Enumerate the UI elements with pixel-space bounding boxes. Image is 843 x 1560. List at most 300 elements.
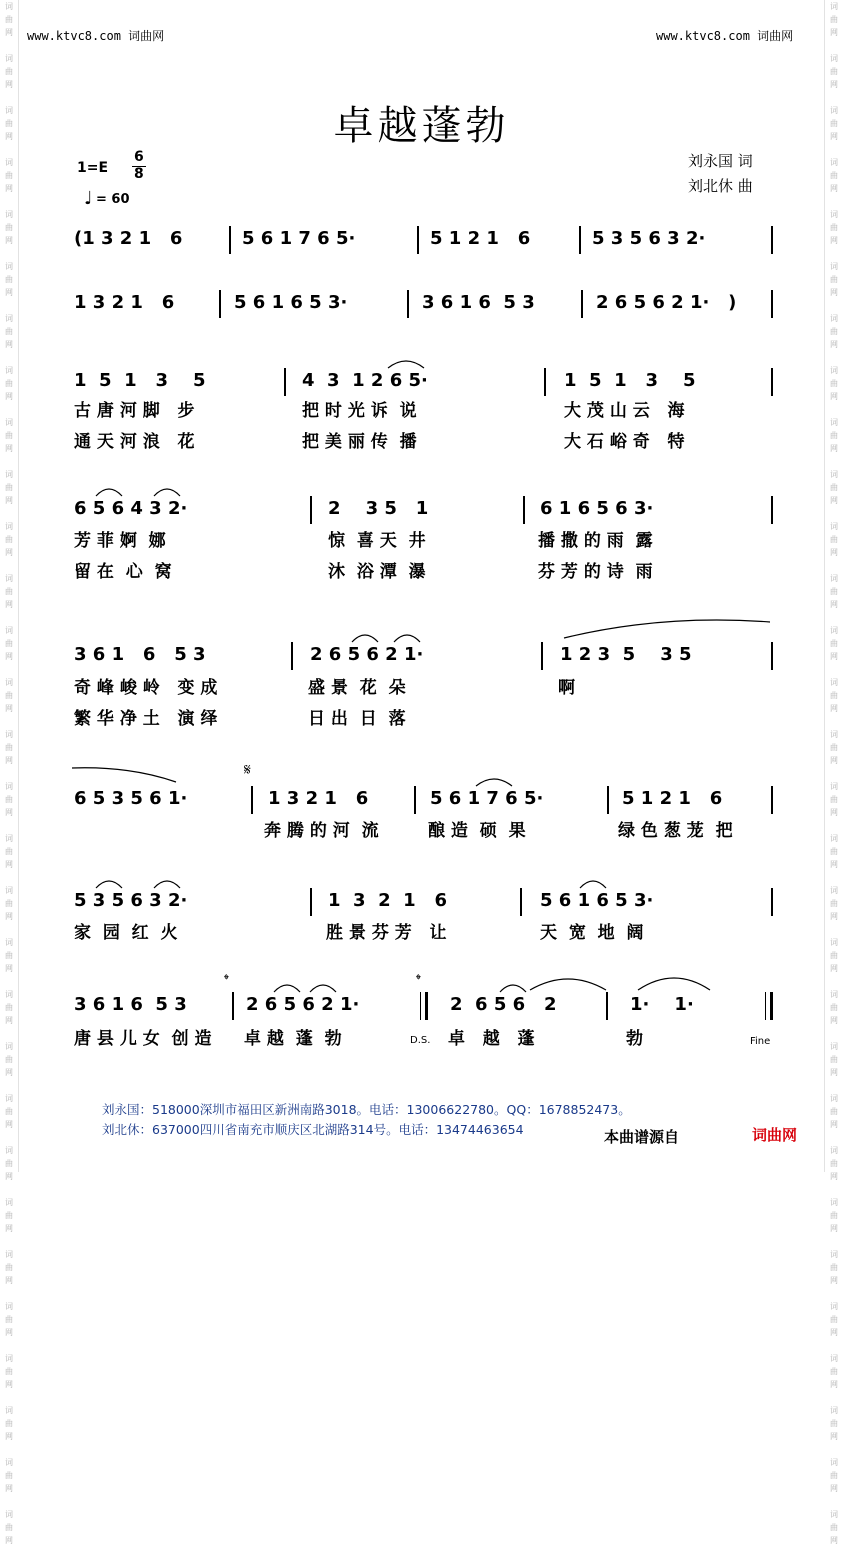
side-watermark-gap [2, 1287, 16, 1300]
time-signature-bottom: 8 [134, 166, 144, 182]
lyric-line: 卓 越 蓬 [448, 1029, 535, 1049]
side-watermark-gap [827, 195, 841, 208]
side-watermark-gap [827, 455, 841, 468]
lyric-line: 日 出 日 落 [308, 709, 406, 729]
side-watermark-gap [2, 663, 16, 676]
side-watermark-glyph: 词 [5, 54, 13, 63]
side-watermark-gap [2, 975, 16, 988]
lyric-line: 把 时 光 诉 说 [302, 401, 417, 421]
side-watermark-glyph: 曲 [5, 1471, 13, 1480]
side-watermark-glyph: 曲 [830, 899, 838, 908]
measure-notes: 5 3 5 6 3 2· [74, 890, 188, 911]
side-watermark-gap [2, 195, 16, 208]
side-watermark-glyph: 曲 [830, 951, 838, 960]
score-line-6 [74, 784, 774, 816]
side-watermark-glyph: 词 [5, 782, 13, 791]
measure-notes: 2 6 5 6 2 1· [246, 994, 360, 1015]
measure-notes: 4 3 1 2 6 5· [302, 370, 428, 391]
measure-notes: 1 3 2 1 6 [328, 890, 448, 911]
slur [498, 980, 528, 994]
side-watermark-gap [827, 559, 841, 572]
side-watermark-gap [827, 663, 841, 676]
side-watermark-gap [2, 455, 16, 468]
bar-line [414, 786, 416, 814]
side-watermark-glyph: 网 [5, 912, 13, 921]
measure-notes: 1 3 2 1 6 [268, 788, 369, 809]
watermark-url: www.ktvc8.com [656, 29, 750, 43]
side-watermark-gap [2, 299, 16, 312]
side-watermark-glyph: 词 [5, 158, 13, 167]
side-watermark-glyph: 词 [5, 1042, 13, 1051]
side-watermark-glyph: 词 [830, 834, 838, 843]
side-watermark-gap [827, 1495, 841, 1508]
side-watermark-glyph: 词 [5, 418, 13, 427]
phrase-slur [70, 764, 180, 784]
side-watermark-glyph: 曲 [5, 119, 13, 128]
watermark-url: www.ktvc8.com [27, 29, 121, 43]
side-watermark-glyph: 曲 [5, 1055, 13, 1064]
side-watermark-glyph: 词 [830, 782, 838, 791]
bar-line [771, 290, 773, 318]
side-watermark-glyph: 词 [5, 262, 13, 271]
side-watermark-glyph: 曲 [830, 171, 838, 180]
side-watermark-glyph: 曲 [830, 639, 838, 648]
side-watermark-glyph: 词 [830, 626, 838, 635]
side-watermark-gap [827, 1391, 841, 1404]
side-watermark-glyph: 曲 [830, 1471, 838, 1480]
measure-notes: 5 1 2 1 6 [622, 788, 723, 809]
side-watermark-glyph: 词 [5, 366, 13, 375]
lyricist-credit: 刘永国 词 [688, 152, 753, 170]
side-watermark-gap [2, 923, 16, 936]
slur [152, 876, 182, 890]
side-watermark-glyph: 曲 [5, 1159, 13, 1168]
measure-notes: 1 2 3 5 3 5 [560, 644, 692, 665]
side-watermark-glyph: 曲 [5, 1523, 13, 1532]
side-watermark-gap [2, 1391, 16, 1404]
side-watermark-glyph: 网 [830, 1328, 838, 1337]
slur [474, 774, 514, 788]
side-watermark-glyph: 词 [5, 938, 13, 947]
side-watermark-glyph: 网 [5, 496, 13, 505]
bar-line [771, 642, 773, 670]
lyric-line: 沐 浴 潭 瀑 [328, 562, 426, 582]
side-watermark-glyph: 曲 [830, 587, 838, 596]
side-watermark-glyph: 曲 [830, 1003, 838, 1012]
measure-notes: 2 3 5 1 [328, 498, 429, 519]
side-watermark-glyph: 词 [830, 1198, 838, 1207]
bar-line [523, 496, 525, 524]
bar-line [291, 642, 293, 670]
score-line-7 [74, 886, 774, 918]
composer-credit: 刘北休 曲 [688, 177, 753, 195]
lyric-line: 芬 芳 的 诗 雨 [538, 562, 653, 582]
side-watermark-glyph: 曲 [5, 1107, 13, 1116]
side-watermark-glyph: 词 [830, 54, 838, 63]
slur [350, 630, 380, 644]
side-watermark-glyph: 网 [830, 340, 838, 349]
side-watermark-gap [2, 611, 16, 624]
side-watermark-glyph: 词 [830, 1406, 838, 1415]
bar-line [520, 888, 522, 916]
lyric-line: 奇 峰 峻 岭 变 成 [74, 678, 218, 698]
side-watermark-gap [827, 819, 841, 832]
side-watermark-glyph: 词 [830, 1354, 838, 1363]
fine-label: Fine [750, 1036, 771, 1047]
slur [94, 484, 124, 498]
side-watermark-gap [2, 1027, 16, 1040]
side-watermark-gap [827, 1183, 841, 1196]
side-watermark-glyph: 网 [5, 1016, 13, 1025]
side-watermark-glyph: 曲 [830, 535, 838, 544]
side-watermark-glyph: 词 [5, 990, 13, 999]
side-watermark-glyph: 网 [5, 132, 13, 141]
side-watermark-glyph: 词 [830, 210, 838, 219]
side-watermark-glyph: 词 [5, 1354, 13, 1363]
slur [94, 876, 124, 890]
side-watermark-gap [2, 871, 16, 884]
side-watermark-gap [827, 1235, 841, 1248]
side-watermark-glyph: 曲 [5, 1003, 13, 1012]
side-watermark-glyph: 网 [830, 1016, 838, 1025]
side-watermark-glyph: 词 [830, 678, 838, 687]
side-watermark-glyph: 曲 [830, 483, 838, 492]
side-watermark-gap [827, 923, 841, 936]
side-watermark-glyph: 曲 [830, 119, 838, 128]
side-watermark-gap [827, 1547, 841, 1560]
side-watermark-glyph: 曲 [830, 67, 838, 76]
bar-line [607, 786, 609, 814]
side-watermark-gap [2, 1443, 16, 1456]
right-watermark-strip [827, 0, 841, 1545]
bar-line [771, 786, 773, 814]
side-watermark-glyph: 网 [830, 1432, 838, 1441]
side-watermark-gap [827, 1287, 841, 1300]
side-watermark-glyph: 曲 [5, 1263, 13, 1272]
bar-line [771, 888, 773, 916]
lyric-line: 卓 越 蓬 勃 [244, 1029, 342, 1049]
da-segno-label: D.S. [410, 1035, 431, 1046]
side-watermark-glyph: 曲 [830, 795, 838, 804]
side-watermark-glyph: 曲 [5, 15, 13, 24]
side-watermark-gap [2, 559, 16, 572]
left-margin-line [18, 0, 19, 1172]
side-watermark-gap [2, 715, 16, 728]
side-watermark-glyph: 网 [830, 860, 838, 869]
side-watermark-gap [827, 39, 841, 52]
measure-notes: 5 3 5 6 3 2· [592, 228, 706, 249]
side-watermark-gap [2, 767, 16, 780]
bar-line [541, 642, 543, 670]
side-watermark-gap [827, 247, 841, 260]
source-site-name: 词曲网 [752, 1126, 798, 1144]
slur [636, 972, 712, 992]
side-watermark-glyph: 词 [830, 314, 838, 323]
side-watermark-glyph: 曲 [5, 1419, 13, 1428]
side-watermark-glyph: 词 [5, 522, 13, 531]
watermark-site-name: 词曲网 [128, 29, 165, 43]
measure-notes: 2 6 5 6 2 [450, 994, 557, 1015]
side-watermark-glyph: 网 [830, 132, 838, 141]
side-watermark-gap [827, 767, 841, 780]
final-bar-line [770, 992, 773, 1020]
side-watermark-gap [827, 507, 841, 520]
side-watermark-glyph: 词 [830, 574, 838, 583]
bar-line [232, 992, 234, 1020]
side-watermark-glyph: 词 [5, 106, 13, 115]
side-watermark-glyph: 网 [830, 548, 838, 557]
lyric-line: 繁 华 净 土 演 绎 [74, 709, 218, 729]
composer-contact: 刘北休：637000四川省南充市顺庆区北湖路314号。电话：13474463654 [102, 1122, 524, 1137]
side-watermark-glyph: 网 [830, 704, 838, 713]
side-watermark-gap [2, 247, 16, 260]
side-watermark-glyph: 词 [5, 314, 13, 323]
side-watermark-glyph: 曲 [830, 691, 838, 700]
side-watermark-gap [827, 975, 841, 988]
score-line-5 [74, 640, 774, 672]
side-watermark-glyph: 网 [830, 184, 838, 193]
measure-notes: 5 6 1 6 5 3· [234, 292, 348, 313]
side-watermark-glyph: 曲 [5, 1367, 13, 1376]
slur [578, 876, 608, 890]
side-watermark-gap [2, 403, 16, 416]
lyric-line: 大 茂 山 云 海 [564, 401, 685, 421]
bar-line [310, 496, 312, 524]
side-watermark-glyph: 网 [5, 1536, 13, 1545]
side-watermark-glyph: 网 [5, 964, 13, 973]
measure-notes: 1 3 2 1 6 [74, 292, 175, 313]
side-watermark-glyph: 词 [5, 1510, 13, 1519]
side-watermark-glyph: 网 [5, 1484, 13, 1493]
side-watermark-glyph: 曲 [5, 171, 13, 180]
right-margin-line [824, 0, 825, 1172]
side-watermark-gap [827, 1079, 841, 1092]
lyric-line: 酿 造 硕 果 [428, 821, 526, 841]
side-watermark-glyph: 词 [830, 990, 838, 999]
side-watermark-glyph: 网 [830, 496, 838, 505]
score-line-4 [74, 494, 774, 526]
bar-line [771, 368, 773, 396]
side-watermark-glyph: 词 [5, 574, 13, 583]
measure-notes: 5 6 1 6 5 3· [540, 890, 654, 911]
slur [386, 356, 426, 370]
lyric-line: 大 石 峪 奇 特 [564, 432, 685, 452]
side-watermark-glyph: 词 [830, 1302, 838, 1311]
side-watermark-glyph: 网 [5, 1120, 13, 1129]
side-watermark-glyph: 曲 [5, 379, 13, 388]
lyric-line: 啊 [558, 678, 575, 698]
lyric-line: 唐 县 儿 女 创 造 [74, 1029, 212, 1049]
side-watermark-glyph: 曲 [5, 1211, 13, 1220]
measure-notes: 3 6 1 6 5 3 [422, 292, 535, 313]
measure-notes: 3 6 1 6 5 3 [74, 644, 206, 665]
side-watermark-glyph: 网 [5, 444, 13, 453]
measure-notes: 5 6 1 7 6 5· [242, 228, 356, 249]
side-watermark-glyph: 网 [830, 964, 838, 973]
side-watermark-gap [827, 299, 841, 312]
side-watermark-glyph: 曲 [5, 1315, 13, 1324]
measure-notes: 6 5 6 4 3 2· [74, 498, 188, 519]
measure-notes: 6 1 6 5 6 3· [540, 498, 654, 519]
side-watermark-glyph: 网 [5, 392, 13, 401]
side-watermark-glyph: 曲 [830, 1523, 838, 1532]
side-watermark-glyph: 曲 [5, 899, 13, 908]
side-watermark-glyph: 网 [5, 600, 13, 609]
side-watermark-gap [827, 611, 841, 624]
slur [152, 484, 182, 498]
lyric-line: 胜 景 芬 芳 让 [326, 923, 447, 943]
bar-line [251, 786, 253, 814]
side-watermark-glyph: 网 [830, 236, 838, 245]
side-watermark-glyph: 网 [5, 28, 13, 37]
side-watermark-glyph: 词 [5, 834, 13, 843]
side-watermark-glyph: 曲 [830, 1107, 838, 1116]
side-watermark-glyph: 词 [5, 730, 13, 739]
side-watermark-glyph: 网 [5, 808, 13, 817]
measure-notes: 2 6 5 6 2 1· ) [596, 292, 737, 313]
slur [308, 980, 338, 994]
side-watermark-glyph: 曲 [5, 795, 13, 804]
lyric-line: 家 园 红 火 [74, 923, 178, 943]
side-watermark-glyph: 词 [830, 262, 838, 271]
side-watermark-glyph: 词 [830, 106, 838, 115]
measure-notes: 1 5 1 3 5 [74, 370, 206, 391]
source-label: 本曲谱源自 [604, 1128, 680, 1146]
lyric-line: 绿 色 葱 茏 把 [618, 821, 733, 841]
coda-sign: 𝄌 [416, 972, 421, 988]
side-watermark-glyph: 词 [830, 886, 838, 895]
coda-sign: 𝄌 [224, 972, 229, 988]
side-watermark-glyph: 网 [5, 80, 13, 89]
bar-line [771, 496, 773, 524]
lyric-line: 盛 景 花 朵 [308, 678, 406, 698]
side-watermark-glyph: 曲 [830, 1367, 838, 1376]
side-watermark-glyph: 网 [5, 288, 13, 297]
slur [392, 630, 422, 644]
side-watermark-glyph: 曲 [5, 847, 13, 856]
side-watermark-gap [2, 1339, 16, 1352]
side-watermark-glyph: 词 [830, 418, 838, 427]
side-watermark-glyph: 网 [5, 1068, 13, 1077]
side-watermark-glyph: 网 [5, 860, 13, 869]
side-watermark-glyph: 曲 [5, 743, 13, 752]
side-watermark-glyph: 词 [5, 1406, 13, 1415]
side-watermark-glyph: 网 [830, 808, 838, 817]
side-watermark-glyph: 网 [830, 912, 838, 921]
lyric-line: 惊 喜 天 井 [328, 531, 426, 551]
top-right-watermark [656, 27, 793, 44]
side-watermark-gap [827, 1131, 841, 1144]
side-watermark-glyph: 曲 [830, 1315, 838, 1324]
side-watermark-glyph: 词 [830, 522, 838, 531]
side-watermark-glyph: 曲 [830, 743, 838, 752]
side-watermark-glyph: 曲 [5, 535, 13, 544]
side-watermark-gap [827, 715, 841, 728]
side-watermark-glyph: 词 [830, 1146, 838, 1155]
side-watermark-glyph: 词 [5, 210, 13, 219]
tempo-marking: = 60 [96, 192, 130, 207]
side-watermark-glyph: 网 [830, 1224, 838, 1233]
side-watermark-gap [2, 1495, 16, 1508]
side-watermark-glyph: 网 [5, 1432, 13, 1441]
side-watermark-glyph: 网 [830, 756, 838, 765]
time-signature-top: 6 [134, 149, 144, 165]
side-watermark-glyph: 网 [5, 1276, 13, 1285]
side-watermark-glyph: 网 [830, 1276, 838, 1285]
side-watermark-glyph: 网 [830, 1536, 838, 1545]
slur [528, 974, 608, 992]
side-watermark-glyph: 网 [5, 340, 13, 349]
side-watermark-glyph: 曲 [5, 327, 13, 336]
measure-notes: 1 5 1 3 5 [564, 370, 696, 391]
side-watermark-glyph: 词 [830, 1510, 838, 1519]
bar-line [407, 290, 409, 318]
side-watermark-gap [2, 39, 16, 52]
side-watermark-glyph: 网 [830, 600, 838, 609]
side-watermark-gap [2, 1183, 16, 1196]
bar-line [229, 226, 231, 254]
measure-notes: 5 1 2 1 6 [430, 228, 531, 249]
bar-line [284, 368, 286, 396]
side-watermark-glyph: 词 [830, 2, 838, 11]
side-watermark-glyph: 网 [5, 184, 13, 193]
side-watermark-glyph: 曲 [830, 379, 838, 388]
phrase-slur [562, 618, 772, 640]
side-watermark-glyph: 网 [5, 704, 13, 713]
side-watermark-gap [827, 1339, 841, 1352]
side-watermark-glyph: 网 [830, 444, 838, 453]
measure-notes: 6 5 3 5 6 1· [74, 788, 188, 809]
side-watermark-gap [827, 1443, 841, 1456]
side-watermark-gap [827, 403, 841, 416]
side-watermark-gap [2, 1131, 16, 1144]
repeat-bar-line [420, 992, 421, 1020]
side-watermark-glyph: 曲 [5, 483, 13, 492]
bar-line [581, 290, 583, 318]
side-watermark-glyph: 曲 [830, 1263, 838, 1272]
side-watermark-glyph: 曲 [830, 223, 838, 232]
side-watermark-glyph: 词 [5, 678, 13, 687]
side-watermark-glyph: 曲 [830, 1211, 838, 1220]
side-watermark-glyph: 词 [830, 1042, 838, 1051]
measure-notes: 1· 1· [630, 994, 694, 1015]
side-watermark-glyph: 词 [5, 1198, 13, 1207]
side-watermark-glyph: 曲 [5, 67, 13, 76]
side-watermark-glyph: 曲 [830, 275, 838, 284]
side-watermark-glyph: 网 [5, 236, 13, 245]
side-watermark-glyph: 词 [830, 470, 838, 479]
side-watermark-glyph: 网 [5, 1224, 13, 1233]
side-watermark-glyph: 网 [5, 1328, 13, 1337]
side-watermark-glyph: 词 [830, 730, 838, 739]
quarter-note-icon: ♩ [84, 188, 93, 209]
side-watermark-glyph: 词 [830, 366, 838, 375]
side-watermark-glyph: 曲 [830, 1055, 838, 1064]
side-watermark-glyph: 网 [5, 652, 13, 661]
side-watermark-glyph: 网 [830, 1068, 838, 1077]
side-watermark-glyph: 曲 [830, 1159, 838, 1168]
side-watermark-glyph: 网 [5, 1172, 13, 1181]
side-watermark-gap [827, 871, 841, 884]
measure-notes: 5 6 1 7 6 5· [430, 788, 544, 809]
bar-line [771, 226, 773, 254]
score-line-1 [74, 224, 774, 256]
side-watermark-glyph: 网 [830, 1172, 838, 1181]
song-title: 卓越蓬勃 [333, 103, 510, 149]
bar-line [219, 290, 221, 318]
side-watermark-glyph: 网 [830, 1120, 838, 1129]
side-watermark-glyph: 网 [830, 288, 838, 297]
